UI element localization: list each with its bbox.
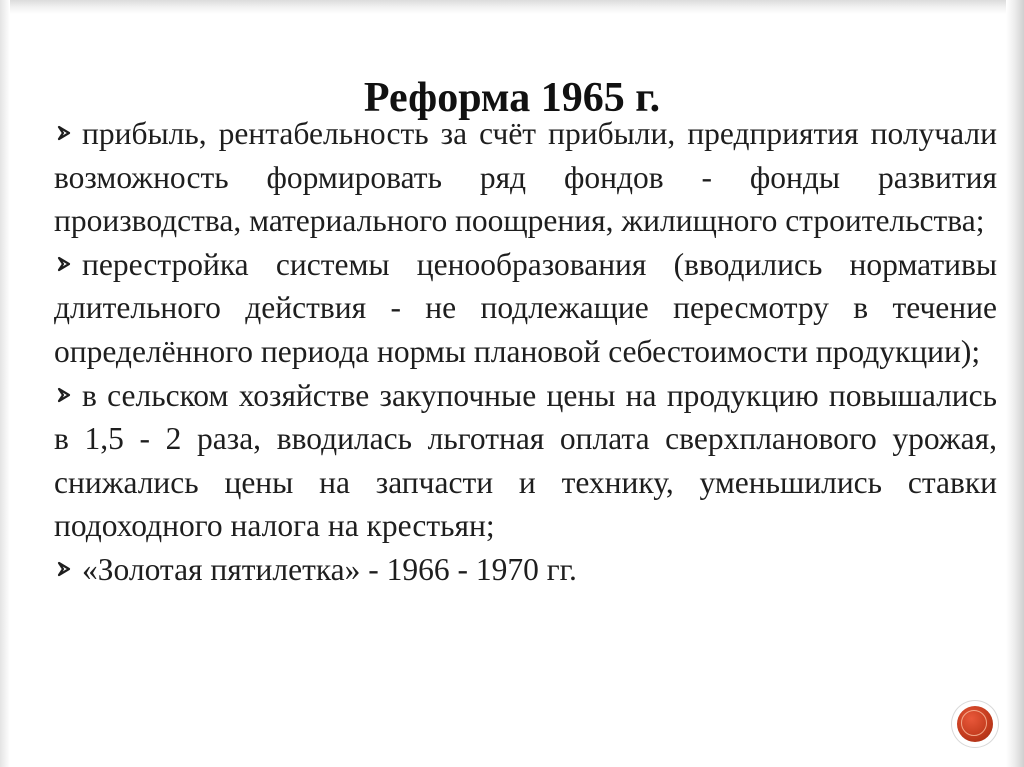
bullet-list: [54, 112, 997, 592]
arrowhead-bullet-icon: [54, 555, 82, 583]
slide-corner-badge-icon: [952, 701, 998, 747]
bullet-item-text: в сельском хозяйстве закупочные цены на продукцию повышались в 1,5 - 2 раза, вводилась льготная оплата сверхпланового урожая, снижались цены на запчасти и технику, уменьшились ставки подоходного налога на крестьян;: [54, 377, 997, 544]
badge-ring: [961, 710, 987, 736]
bullet-item-text: прибыль, рентабельность за счёт прибыли, предприятия получали возможность формировать ряд фондов - фонды развития производства, материального поощрения, жилищного строительства;: [54, 116, 997, 239]
bullet-item-agriculture: [54, 374, 997, 548]
bullet-item-text: перестройка системы ценообразования (вводились нормативы длительного действия - не подлежащие пересмотру в течение определённого периода нормы плановой себестоимости продукции);: [54, 246, 997, 369]
arrowhead-bullet-icon: [54, 250, 82, 278]
slide-top-shadow: [0, 0, 1024, 14]
arrowhead-bullet-icon: [54, 119, 82, 147]
arrowhead-bullet-icon: [54, 381, 82, 409]
bullet-item-golden-five-year: [54, 548, 997, 592]
bullet-item-pricing: [54, 243, 997, 374]
bullet-item-profit: [54, 112, 997, 243]
slide-title: Реформа 1965 г.: [363, 75, 661, 122]
bullet-item-text: «Золотая пятилетка» - 1966 - 1970 гг.: [82, 551, 577, 587]
